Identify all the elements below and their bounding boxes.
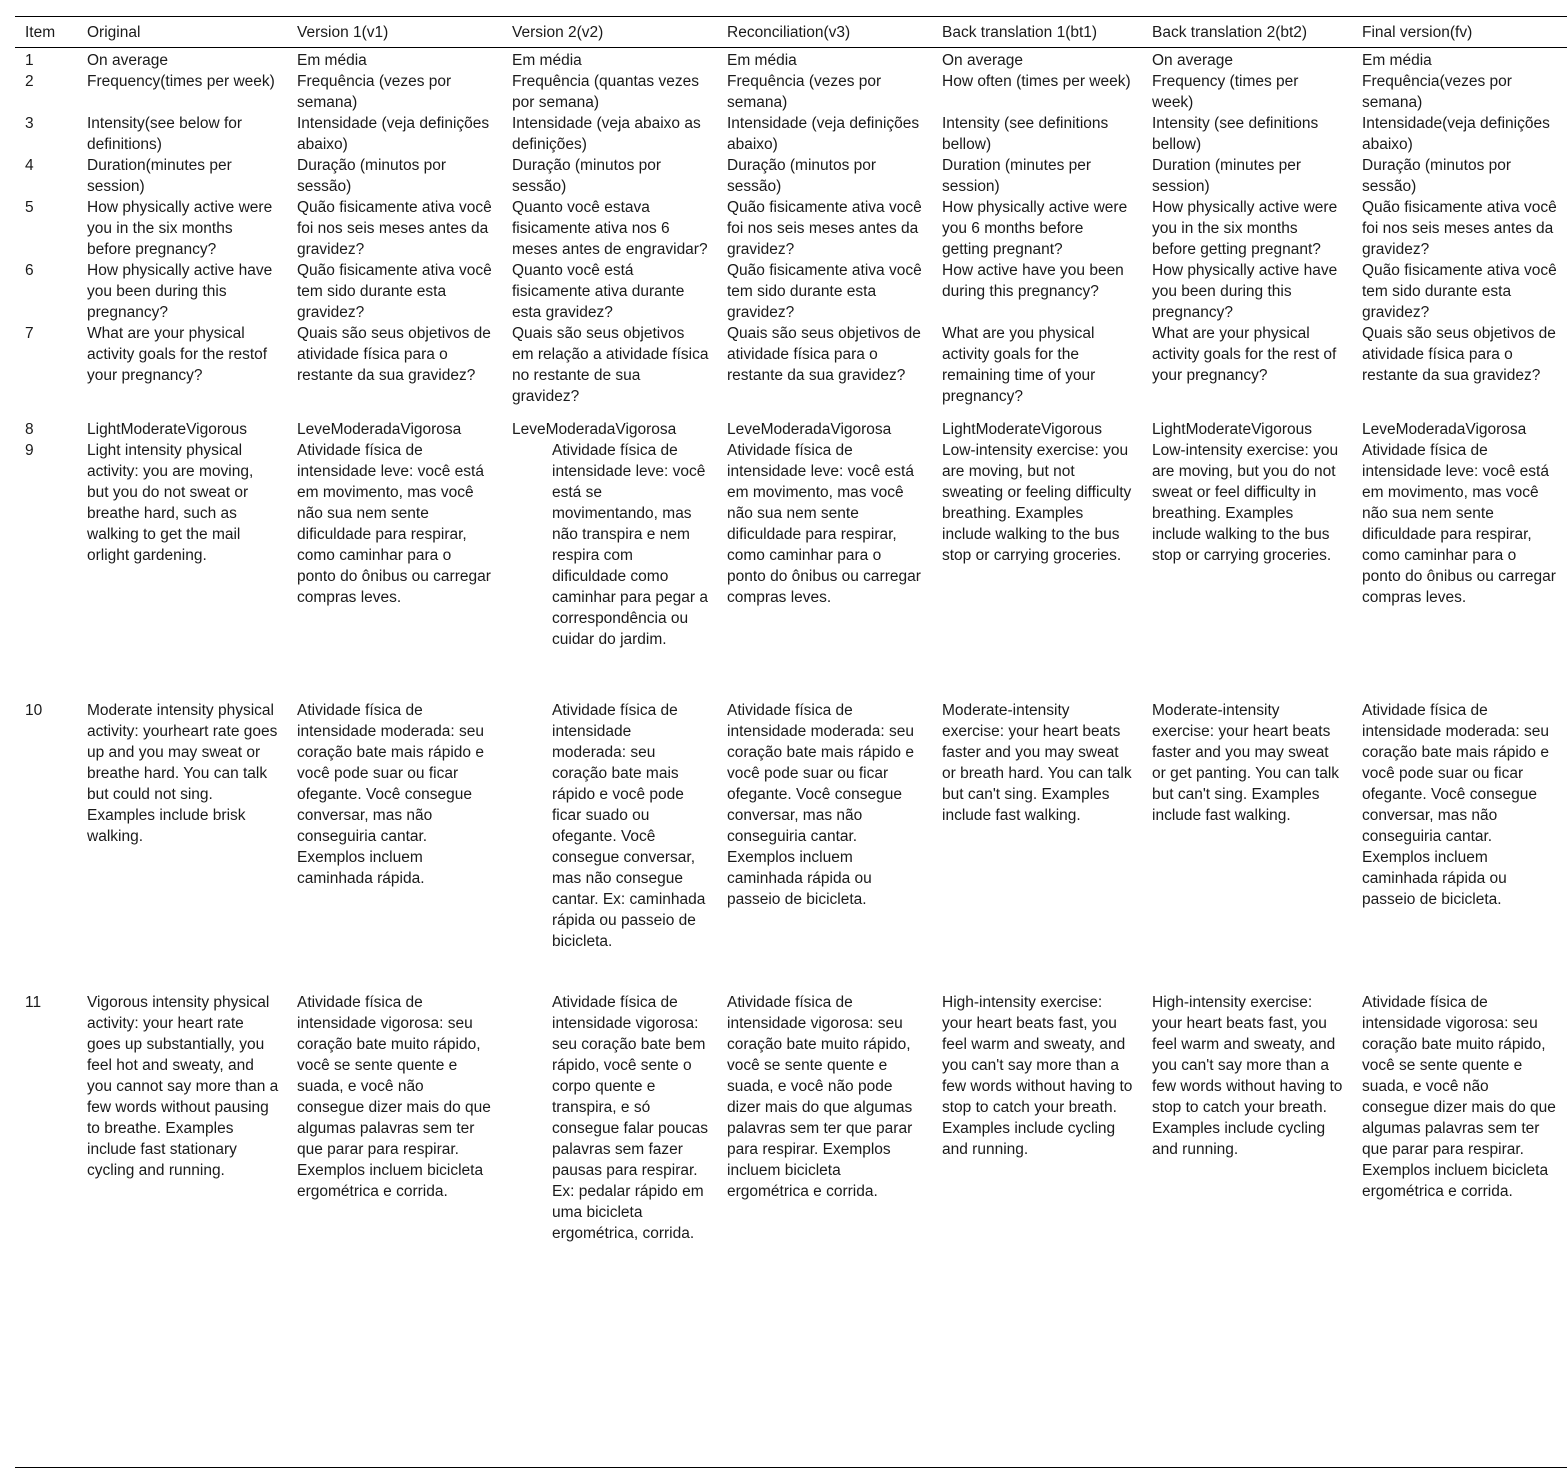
cell-fv: Intensidade(veja definições abaixo) [1362,115,1550,153]
cell-item: 2 [25,73,34,90]
cell-bt1: On average [942,52,1023,69]
table-row [15,419,1567,440]
cell-v1: Atividade física de intensidade leve: você está em movimento, mas você não sua nem sente dificuldade para respirar, como caminhar para o ponto do ônibus ou carregar compras leves. [297,442,491,606]
cell-original: Light intensity physical activity: you are moving, but you do not sweat or breathe hard, such as walking to get the mail orlight gardening. [87,442,254,564]
header-row [15,17,1567,48]
cell-bt2: How physically active have you been during this pregnancy? [1152,262,1338,321]
cell-original: Frequency(times per week) [87,73,275,90]
table-row [15,992,1567,1278]
cell-original: LightModerateVigorous [87,421,247,438]
cell-item: 10 [25,702,43,719]
cell-bt1: Moderate-intensity exercise: your heart beats faster and you may sweat or breath hard. You can talk but can't sing. Examples include fast walking. [942,702,1132,824]
cell-fv: Frequência(vezes por semana) [1362,73,1512,111]
table-row [15,323,1567,419]
cell-bt1: How often (times per week) [942,73,1131,90]
cell-v3: Frequência (vezes por semana) [727,73,882,111]
table-row [15,197,1567,260]
cell-v2: Atividade física de intensidade vigorosa: seu coração bate bem rápido, você sente o corpo quente e transpira, e só consegue falar poucas palavras sem fazer pausas para respirar. Ex: pedalar rápido em uma bicicleta ergométrica, corrida. [552,994,708,1242]
cell-v2: Atividade física de intensidade moderada: seu coração bate mais rápido e você pode ficar suado ou ofegante. Você consegue conversar, mas não consegue cantar. Ex: caminhada rápida ou passeio de bicicleta. [552,702,706,950]
cell-item: 8 [25,421,34,438]
cell-bt2: What are your physical activity goals for the rest of your pregnancy? [1152,325,1337,384]
cell-v1: Intensidade (veja definições abaixo) [297,115,490,153]
table-row [15,113,1567,155]
cell-item: 4 [25,157,34,174]
cell-item: 3 [25,115,34,132]
cell-v2: Intensidade (veja abaixo as definições) [512,115,701,153]
cell-original: Duration(minutes per session) [87,157,232,195]
cell-v3: Duração (minutos por sessão) [727,157,877,195]
cell-v1: Atividade física de intensidade moderada: seu coração bate mais rápido e você pode suar ou ficar ofegante. Você consegue conversar, mas não conseguiria cantar. Exemplos incluem caminhada rápida. [297,702,484,887]
cell-v1: LeveModeradaVigorosa [297,421,462,438]
cell-v2: Duração (minutos por sessão) [512,157,662,195]
table-row [15,71,1567,113]
cell-bt2: Moderate-intensity exercise: your heart beats faster and you may sweat or get panting. You can talk but can't sing. Examples include fast walking. [1152,702,1340,824]
cell-original: Intensity(see below for definitions) [87,115,243,153]
cell-item: 1 [25,52,34,69]
cell-item: 6 [25,262,34,279]
cell-v2: Quais são seus objetivos em relação a atividade física no restante de sua gravidez? [512,325,709,405]
cell-v2: Atividade física de intensidade leve: você está se movimentando, mas não transpira e nem respira com dificuldade como caminhar para pegar a correspondência ou cuidar do jardim. [552,442,708,648]
cell-v3: Em média [727,52,797,69]
table-row [15,700,1567,992]
header-back-translation-1: Back translation 1(bt1) [932,17,1142,48]
cell-bt2: Intensity (see definitions bellow) [1152,115,1319,153]
cell-bt1: Low-intensity exercise: you are moving, but not sweating or feeling difficulty breathing. Examples include walking to the bus stop or carrying groceries. [942,442,1132,564]
cell-item: 7 [25,325,34,342]
table-bottom-rule [15,1467,1567,1468]
header-original: Original [77,17,287,48]
cell-v1: Quão fisicamente ativa você tem sido durante esta gravidez? [297,262,492,321]
table-row [15,155,1567,197]
header-back-translation-2: Back translation 2(bt2) [1142,17,1352,48]
table-row [15,48,1567,72]
cell-v2: Em média [512,52,582,69]
cell-v3: Quão fisicamente ativa você foi nos seis meses antes da gravidez? [727,199,922,258]
cell-v2: LeveModeradaVigorosa [512,421,677,438]
cell-v3: Atividade física de intensidade leve: você está em movimento, mas você não sua nem sente dificuldade para respirar, como caminhar para o ponto do ônibus ou carregar compras leves. [727,442,921,606]
cell-v3: Intensidade (veja definições abaixo) [727,115,920,153]
table-row [15,440,1567,700]
header-item: Item [15,17,77,48]
cell-bt1: How active have you been during this pregnancy? [942,262,1124,300]
cell-bt1: What are you physical activity goals for the remaining time of your pregnancy? [942,325,1096,405]
translation-table [15,16,1567,1278]
cell-fv: Atividade física de intensidade vigorosa: seu coração bate muito rápido, você se sente quente e suada, e você não consegue dizer mais do que algumas palavras sem ter que parar para respirar. Exemplos incluem bicicleta ergométrica e corrida. [1362,994,1556,1200]
cell-original: How physically active have you been during this pregnancy? [87,262,273,321]
cell-original: What are your physical activity goals for the restof your pregnancy? [87,325,268,384]
cell-v1: Atividade física de intensidade vigorosa: seu coração bate muito rápido, você se sente quente e suada, e você não consegue dizer mais do que algumas palavras sem ter que parar para respirar. Exemplos incluem bicicleta ergométrica e corrida. [297,994,491,1200]
cell-v3: Atividade física de intensidade moderada: seu coração bate mais rápido e você pode suar ou ficar ofegante. Você consegue conversar, mas não conseguiria cantar. Exemplos incluem caminhada rápida ou passeio de bicicleta. [727,702,914,908]
cell-bt1: Duration (minutes per session) [942,157,1092,195]
header-reconciliation: Reconciliation(v3) [717,17,932,48]
cell-item: 5 [25,199,34,216]
cell-v2: Quanto você estava fisicamente ativa nos 6 meses antes de engravidar? [512,199,708,258]
cell-bt2: Duration (minutes per session) [1152,157,1302,195]
cell-item: 11 [25,994,42,1011]
header-version-2: Version 2(v2) [502,17,717,48]
cell-bt2: LightModerateVigorous [1152,421,1312,438]
table-row [15,260,1567,323]
cell-fv: Duração (minutos por sessão) [1362,157,1512,195]
cell-item: 9 [25,442,34,459]
cell-fv: Quão fisicamente ativa você tem sido durante esta gravidez? [1362,262,1557,321]
cell-bt1: Intensity (see definitions bellow) [942,115,1109,153]
header-version-1: Version 1(v1) [287,17,502,48]
cell-v3: Quão fisicamente ativa você tem sido durante esta gravidez? [727,262,922,321]
cell-v1: Frequência (vezes por semana) [297,73,452,111]
cell-fv: Em média [1362,52,1432,69]
cell-bt1: High-intensity exercise: your heart beats fast, you feel warm and sweaty, and you can't say more than a few words without having to stop to catch your breath. Examples include cycling and running. [942,994,1133,1158]
cell-v3: LeveModeradaVigorosa [727,421,892,438]
cell-bt2: High-intensity exercise: your heart beats fast, you feel warm and sweaty, and you can't say more than a few words without having to stop to catch your breath. Examples include cycling and running. [1152,994,1343,1158]
cell-bt2: How physically active were you in the six months before getting pregnant? [1152,199,1338,258]
cell-v2: Quanto você está fisicamente ativa durante esta gravidez? [512,262,685,321]
cell-v1: Quão fisicamente ativa você foi nos seis meses antes da gravidez? [297,199,492,258]
header-final-version: Final version(fv) [1352,17,1567,48]
cell-original: On average [87,52,168,69]
cell-fv: LeveModeradaVigorosa [1362,421,1527,438]
cell-fv: Atividade física de intensidade leve: você está em movimento, mas você não sua nem sente dificuldade para respirar, como caminhar para o ponto do ônibus ou carregar compras leves. [1362,442,1556,606]
cell-fv: Atividade física de intensidade moderada: seu coração bate mais rápido e você pode suar ou ficar ofegante. Você consegue conversar, mas não conseguiria cantar. Exemplos incluem caminhada rápida ou passeio de bicicleta. [1362,702,1549,908]
cell-fv: Quão fisicamente ativa você foi nos seis meses antes da gravidez? [1362,199,1557,258]
cell-v1: Em média [297,52,367,69]
cell-v2: Frequência (quantas vezes por semana) [512,73,699,111]
cell-bt1: How physically active were you 6 months before getting pregnant? [942,199,1128,258]
cell-v1: Duração (minutos por sessão) [297,157,447,195]
cell-fv: Quais são seus objetivos de atividade física para o restante da sua gravidez? [1362,325,1556,384]
cell-bt1: LightModerateVigorous [942,421,1102,438]
cell-v3: Quais são seus objetivos de atividade física para o restante da sua gravidez? [727,325,921,384]
cell-v3: Atividade física de intensidade vigorosa: seu coração bate muito rápido, você se sente quente e suada, e você não pode dizer mais do que algumas palavras sem ter que parar para respirar. Exemplos incluem bicicleta ergométrica e corrida. [727,994,913,1200]
cell-original: How physically active were you in the six months before pregnancy? [87,199,273,258]
cell-bt2: Frequency (times per week) [1152,73,1299,111]
cell-bt2: On average [1152,52,1233,69]
cell-bt2: Low-intensity exercise: you are moving, but you do not sweat or feel difficulty in breathing. Examples include walking to the bus stop or carrying groceries. [1152,442,1339,564]
cell-original: Moderate intensity physical activity: yourheart rate goes up and you may sweat or breathe hard. You can talk but could not sing. Examples include brisk walking. [87,702,278,845]
cell-v1: Quais são seus objetivos de atividade física para o restante da sua gravidez? [297,325,491,384]
cell-original: Vigorous intensity physical activity: your heart rate goes up substantially, you feel hot and sweaty, and you cannot say more than a few words without pausing to breathe. Examples include fast stationary cycling and running. [87,994,279,1179]
